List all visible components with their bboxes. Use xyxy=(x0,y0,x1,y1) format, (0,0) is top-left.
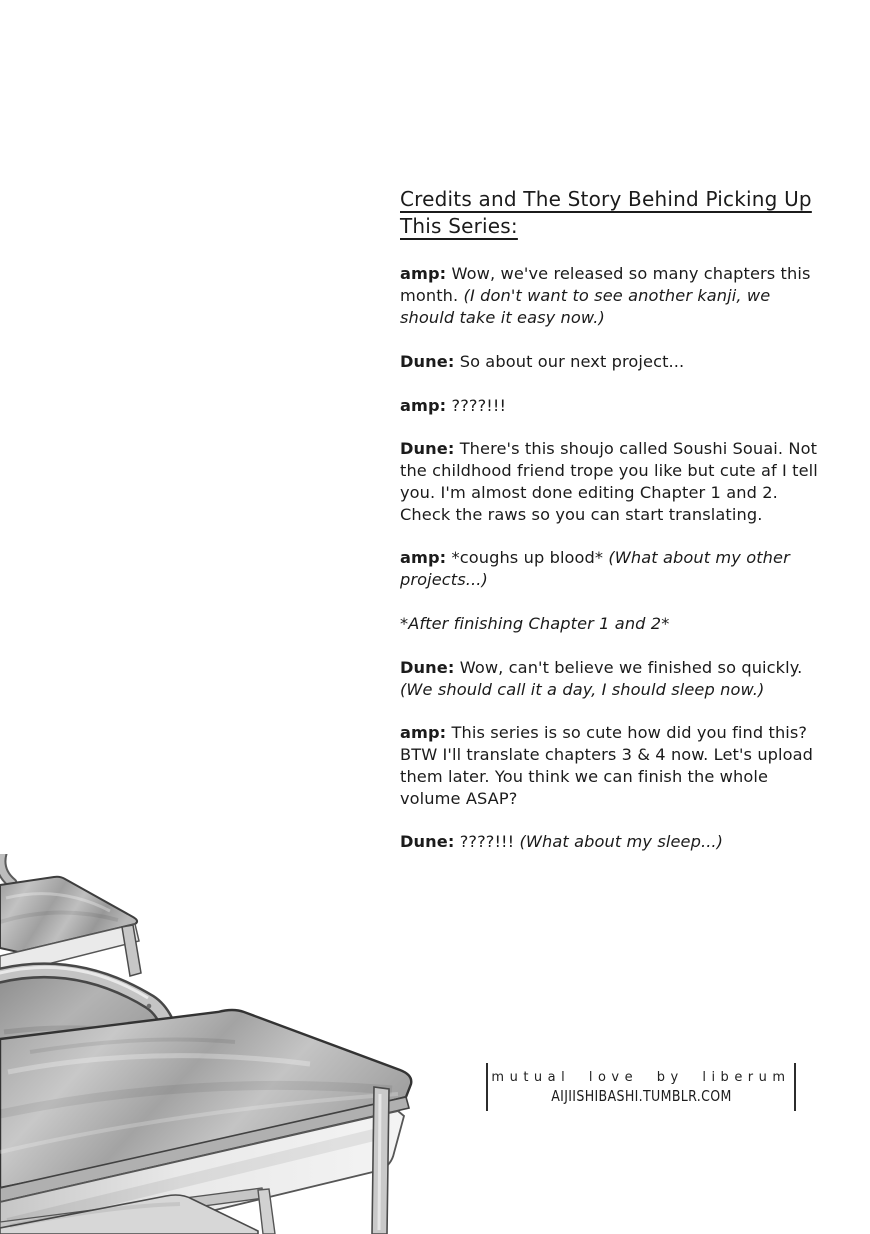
dialogue-aside: *After finishing Chapter 1 and 2* xyxy=(400,613,670,633)
speaker-label: amp: xyxy=(400,395,447,415)
dialogue-paragraph xyxy=(400,438,824,525)
dialogue-aside: (What about my sleep...) xyxy=(519,832,724,852)
dialogue-text: Wow, we've released so many chapters this month. xyxy=(400,264,811,306)
dialogue-paragraph xyxy=(400,395,824,417)
speaker-label: amp: xyxy=(400,548,447,568)
page-title: Credits and The Story Behind Picking Up This Series: xyxy=(400,187,812,239)
dialogue-text: This series is so cute how did you find this? BTW I'll translate chapters 3 & 4 now. Let's upload them later. You think we can finish the whole volume ASAP? xyxy=(400,723,814,808)
speaker-label: amp: xyxy=(400,723,447,743)
dialogue-paragraph xyxy=(400,351,824,373)
school-desks-illustration xyxy=(0,854,432,1234)
dialogue-paragraph xyxy=(400,263,824,328)
dialogue-aside: (What about my other projects...) xyxy=(400,548,790,590)
background-desk xyxy=(0,877,141,976)
speaker-label: Dune: xyxy=(400,657,455,677)
scanlation-credit-box xyxy=(486,1063,796,1111)
desks-drawing xyxy=(0,854,432,1234)
dialogue-text: ????!!! xyxy=(451,395,507,415)
dialogue-text: *coughs up blood* xyxy=(451,548,604,568)
chair-screw xyxy=(147,1004,152,1009)
credits-text-column xyxy=(400,186,824,875)
group-credit-line: mutual love by liberum xyxy=(491,1069,791,1085)
dialogue-text: ????!!! xyxy=(459,832,515,852)
speaker-label: Dune: xyxy=(400,832,455,852)
dialogue-aside: (We should call it a day, I should sleep now.) xyxy=(400,679,765,699)
speaker-label: amp: xyxy=(400,264,447,284)
dialogue-paragraph xyxy=(400,657,824,701)
dialogue-paragraph xyxy=(400,613,824,635)
dialogue-paragraph xyxy=(400,831,824,853)
dialogue-text: So about our next project... xyxy=(459,351,685,371)
dialogue-paragraph xyxy=(400,547,824,591)
background-chair-frame xyxy=(1,854,12,883)
tumblr-url: AIJIISHIBASHI.TUMBLR.COM xyxy=(550,1086,732,1105)
speaker-label: Dune: xyxy=(400,351,455,371)
dialogue-paragraph xyxy=(400,722,824,809)
background-desk-leg xyxy=(122,925,141,976)
main-desk xyxy=(0,1010,411,1234)
dialogue-text: There's this shoujo called Soushi Souai. Not the childhood friend trope you like but cute af I tell you. I'm almost done editing Chapter 1 and 2. Check the raws so you can start translating. xyxy=(400,439,818,524)
dialogue-aside: (I don't want to see another kanji, we should take it easy now.) xyxy=(400,286,771,327)
speaker-label: Dune: xyxy=(400,439,455,459)
dialogue-text: Wow, can't believe we finished so quickly. xyxy=(459,657,803,677)
